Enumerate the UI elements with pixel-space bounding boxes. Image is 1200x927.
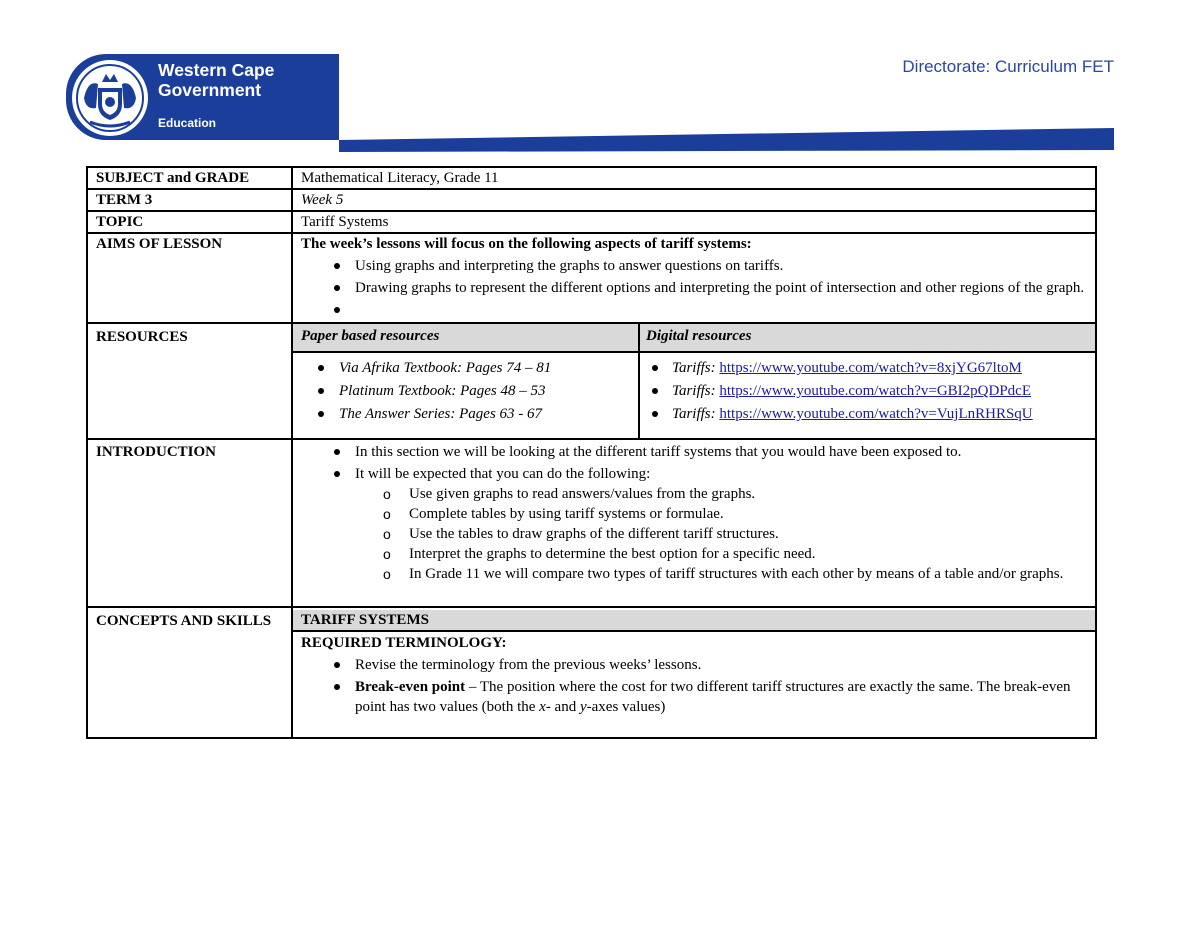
concepts-label: CONCEPTS AND SKILLS: [87, 607, 292, 738]
concepts-content: [292, 607, 1096, 738]
intro-item-text: It will be expected that you can do the following:: [355, 466, 651, 482]
introduction-label: INTRODUCTION: [87, 439, 292, 607]
term-value: Week 5: [292, 189, 1096, 211]
row-resources: [87, 323, 1096, 439]
concepts-list: [301, 655, 1087, 717]
introduction-content: [292, 439, 1096, 607]
list-item: Platinum Textbook: Pages 48 – 53: [339, 381, 632, 401]
resources-table: [293, 324, 1095, 438]
aims-content: [292, 233, 1096, 323]
list-item: o Use given graphs to read answers/values from the graphs.: [409, 484, 1087, 504]
resources-label: RESOURCES: [87, 323, 292, 439]
y-variable: y: [579, 699, 587, 715]
logo-title: Western Cape Government: [158, 60, 275, 100]
list-item: [355, 464, 1087, 584]
tariff-systems-heading: TARIFF SYSTEMS: [293, 610, 1095, 632]
coat-of-arms-icon: [70, 58, 150, 138]
list-item: [672, 381, 1089, 401]
row-topic: [87, 211, 1096, 233]
resource-label: Tariffs:: [672, 360, 716, 376]
header-stripe: [339, 118, 1114, 154]
row-term: [87, 189, 1096, 211]
terminology-heading: REQUIRED TERMINOLOGY:: [301, 635, 507, 651]
row-introduction: [87, 439, 1096, 607]
paper-resources-header: Paper based resources: [293, 324, 639, 352]
list-item: [672, 358, 1089, 378]
list-item: Using graphs and interpreting the graphs to answer questions on tariffs.: [355, 256, 1087, 276]
list-item: o Complete tables by using tariff systems or formulae.: [409, 504, 1087, 524]
topic-label: TOPIC: [87, 211, 292, 233]
list-item: [355, 677, 1087, 717]
digital-resources-list: [646, 358, 1089, 424]
x-variable: x: [539, 699, 546, 715]
term-label: TERM 3: [87, 189, 292, 211]
paper-resources-cell: [293, 352, 639, 438]
aims-list: [301, 256, 1087, 320]
list-item: Via Afrika Textbook: Pages 74 – 81: [339, 358, 632, 378]
youtube-link[interactable]: https://www.youtube.com/watch?v=VujLnRHRSqU: [719, 406, 1033, 422]
break-even-text: - and: [545, 699, 580, 715]
logo-subtitle: Education: [158, 116, 217, 130]
list-item: [355, 300, 1087, 320]
aims-intro: The week’s lessons will focus on the following aspects of tariff systems:: [301, 236, 752, 252]
youtube-link[interactable]: https://www.youtube.com/watch?v=GBI2pQDPdcE: [719, 383, 1031, 399]
list-item: o Use the tables to draw graphs of the different tariff structures.: [409, 524, 1087, 544]
list-item: [672, 404, 1089, 424]
topic-value: Tariff Systems: [292, 211, 1096, 233]
intro-sublist: [355, 484, 1087, 584]
list-item: Drawing graphs to represent the different options and interpreting the point of intersection and other regions of the graph.: [355, 278, 1087, 298]
subject-label: SUBJECT and GRADE: [87, 167, 292, 189]
list-item: The Answer Series: Pages 63 - 67: [339, 404, 632, 424]
row-concepts: [87, 607, 1096, 738]
introduction-list: [301, 442, 1087, 584]
directorate-label: Directorate: Curriculum FET: [902, 57, 1114, 76]
digital-resources-header: Digital resources: [639, 324, 1095, 352]
row-aims: [87, 233, 1096, 323]
lesson-plan-table: [86, 166, 1097, 739]
list-item: o Interpret the graphs to determine the best option for a specific need.: [409, 544, 1087, 564]
aims-label: AIMS OF LESSON: [87, 233, 292, 323]
subject-value: Mathematical Literacy, Grade 11: [292, 167, 1096, 189]
break-even-text: -axes values): [586, 699, 666, 715]
resource-label: Tariffs:: [672, 406, 716, 422]
resource-label: Tariffs:: [672, 383, 716, 399]
list-item: In this section we will be looking at the different tariff systems that you would have been exposed to.: [355, 442, 1087, 462]
break-even-term: Break-even point: [355, 679, 466, 695]
paper-resources-list: [301, 358, 632, 424]
list-item: Revise the terminology from the previous weeks’ lessons.: [355, 655, 1087, 675]
break-even-text: – The position where the cost for two different tariff structures are exactly the same. The break-even point has two values (both the: [355, 679, 1071, 715]
list-item: o In Grade 11 we will compare two types of tariff structures with each other by means of a table and/or graphs.: [409, 564, 1087, 584]
resources-content: [292, 323, 1096, 439]
youtube-link[interactable]: https://www.youtube.com/watch?v=8xjYG67ltoM: [719, 360, 1022, 376]
row-subject: [87, 167, 1096, 189]
digital-resources-cell: [639, 352, 1095, 438]
